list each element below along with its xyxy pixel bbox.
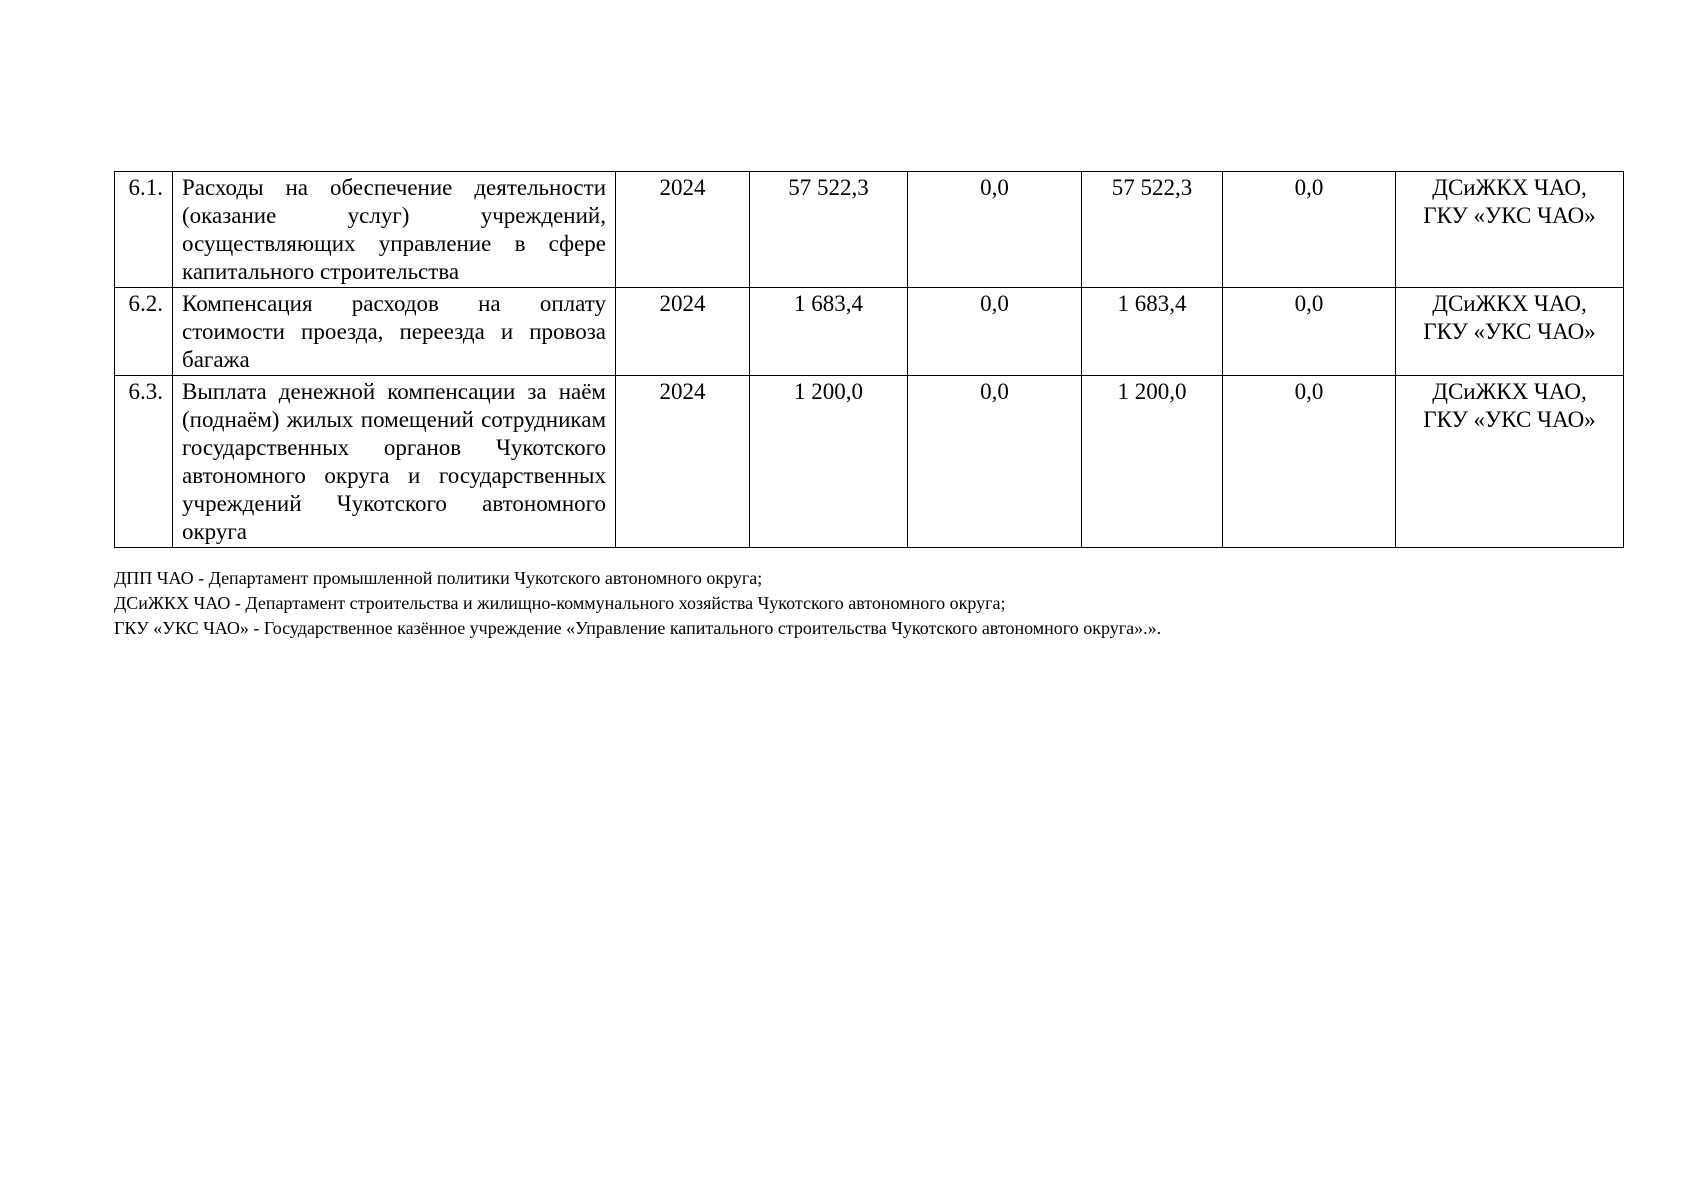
row-responsible <box>1396 288 1624 376</box>
row-amount-3: 0,0 <box>1223 172 1396 288</box>
row-description: Выплата денежной компенсации за наём (поднаём) жилых помещений сотрудникам государственных органов Чукотского автономного округа и государственных учреждений Чукотского автономного округа <box>173 376 616 548</box>
note-dpp: ДПП ЧАО - Департамент промышленной политики Чукотского автономного округа; <box>114 568 763 588</box>
row-total: 1 200,0 <box>750 376 908 548</box>
row-description: Расходы на обеспечение деятельности (оказание услуг) учреждений, осуществляющих управление в сфере капитального строительства <box>173 172 616 288</box>
responsible-line-2: ГКУ «УКС ЧАО» <box>1423 407 1596 432</box>
row-year: 2024 <box>616 288 750 376</box>
abbreviations-notes <box>114 566 1161 641</box>
row-number: 6.2. <box>115 288 173 376</box>
table-row <box>115 376 1624 548</box>
row-amount-1: 0,0 <box>908 288 1082 376</box>
row-amount-2: 1 683,4 <box>1082 288 1223 376</box>
row-amount-2: 1 200,0 <box>1082 376 1223 548</box>
row-number: 6.3. <box>115 376 173 548</box>
expenses-table <box>114 171 1624 548</box>
row-year: 2024 <box>616 172 750 288</box>
row-year: 2024 <box>616 376 750 548</box>
note-dsizhkh: ДСиЖКХ ЧАО - Департамент строительства и жилищно-коммунального хозяйства Чукотского автономного округа; <box>114 593 1006 613</box>
responsible-line-1: ДСиЖКХ ЧАО, <box>1432 379 1587 404</box>
row-amount-3: 0,0 <box>1223 288 1396 376</box>
row-total: 57 522,3 <box>750 172 908 288</box>
row-responsible <box>1396 172 1624 288</box>
row-amount-1: 0,0 <box>908 172 1082 288</box>
row-number: 6.1. <box>115 172 173 288</box>
table-row <box>115 288 1624 376</box>
responsible-line-1: ДСиЖКХ ЧАО, <box>1432 291 1587 316</box>
row-amount-2: 57 522,3 <box>1082 172 1223 288</box>
note-gku-uks: ГКУ «УКС ЧАО» - Государственное казённое учреждение «Управление капитального строительства Чукотского автономного округа».». <box>114 618 1162 638</box>
row-total: 1 683,4 <box>750 288 908 376</box>
row-description: Компенсация расходов на оплату стоимости проезда, переезда и провоза багажа <box>173 288 616 376</box>
table-row <box>115 172 1624 288</box>
responsible-line-2: ГКУ «УКС ЧАО» <box>1423 203 1596 228</box>
row-amount-3: 0,0 <box>1223 376 1396 548</box>
row-amount-1: 0,0 <box>908 376 1082 548</box>
row-responsible <box>1396 376 1624 548</box>
responsible-line-2: ГКУ «УКС ЧАО» <box>1423 319 1596 344</box>
responsible-line-1: ДСиЖКХ ЧАО, <box>1432 175 1587 200</box>
